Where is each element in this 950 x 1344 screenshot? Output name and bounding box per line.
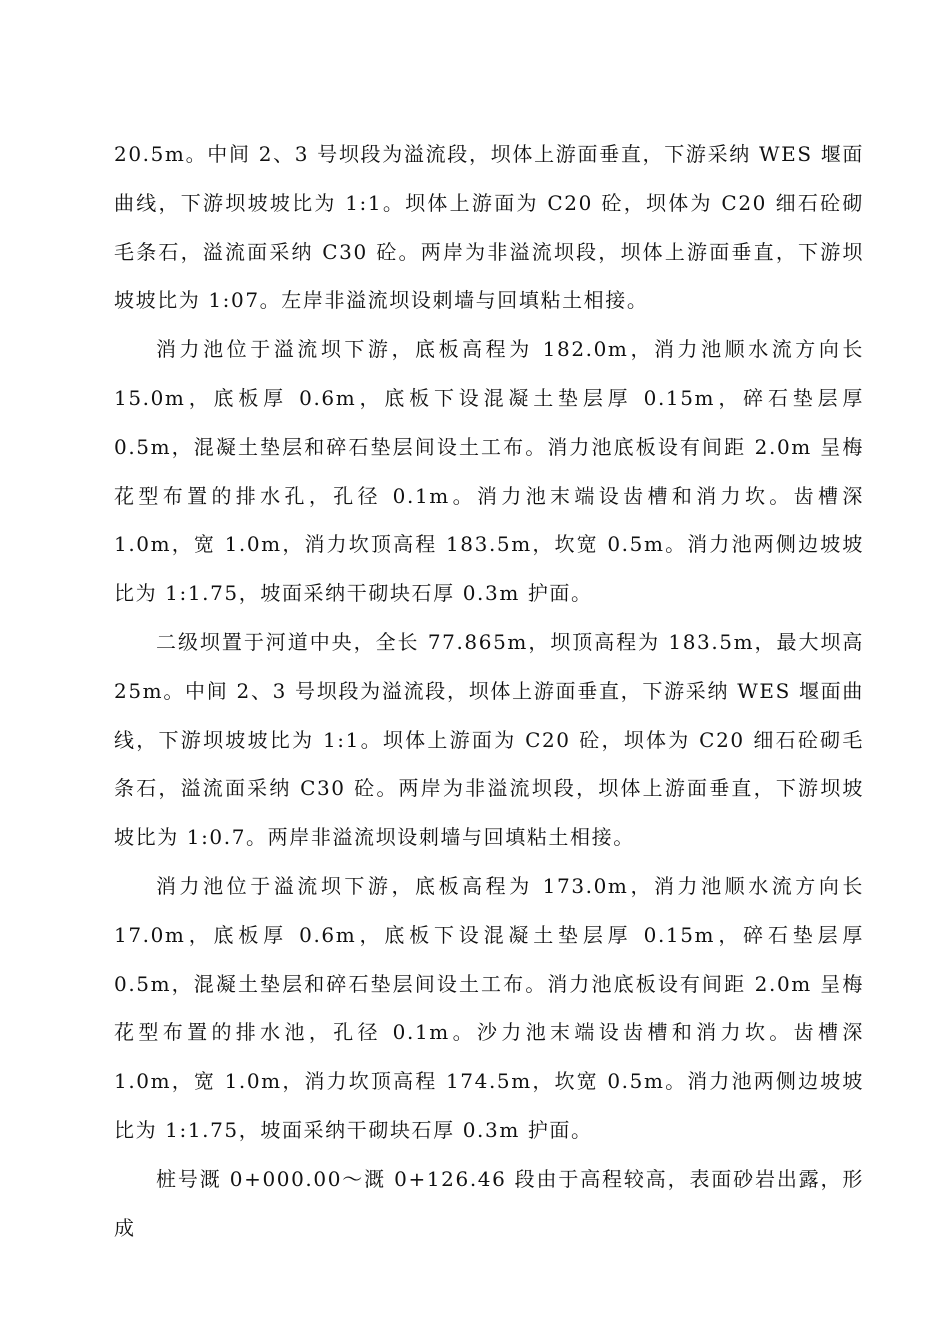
paragraph-stilling-basin-1: 消力池位于溢流坝下游，底板高程为 182.0m，消力池顺水流方向长 15.0m，底板厚 0.6m，底板下设混凝土垫层厚 0.15m，碎石垫层厚 0.5m，混凝土垫层和碎石垫层间设土工布。消力池底板设有间距 2.0m 呈梅花型布置的排水孔，孔径 0.1m。消力池末端设齿槽和消力坎。齿槽深 1.0m，宽 1.0m，消力坎顶高程 183.5m，坎宽 0.5m。消力池两侧边坡坡比为 1:1.75，坡面采纳干砌块石厚 0.3m 护面。 [114, 337, 864, 606]
paragraph-spillway-section-1: 20.5m。中间 2、3 号坝段为溢流段，坝体上游面垂直，下游采纳 WES 堰面曲线，下游坝坡坡比为 1:1。坝体上游面为 C20 砼，坝体为 C20 细石砼砌毛条石，溢流面采纳 C30 砼。两岸为非溢流坝段，坝体上游面垂直，下游坝坡坡比为 1:07。左岸非溢流坝设刺墙与回填粘土相接。 [114, 142, 864, 313]
paragraph-second-dam: 二级坝置于河道中央，全长 77.865m，坝顶高程为 183.5m，最大坝高 25m。中间 2、3 号坝段为溢流段，坝体上游面垂直，下游采纳 WES 堰面曲线，下游坝坡坡比为 1:1。坝体上游面为 C20 砼，坝体为 C20 细石砼砌毛条石，溢流面采纳 C30 砼。两岸为非溢流坝段，坝体上游面垂直，下游坝坡坡比为 1:0.7。两岸非溢流坝设刺墙与回填粘土相接。 [114, 629, 864, 850]
body-text [114, 130, 864, 1252]
paragraph-stilling-basin-2: 消力池位于溢流坝下游，底板高程为 173.0m，消力池顺水流方向长 17.0m，底板厚 0.6m，底板下设混凝土垫层厚 0.15m，碎石垫层厚 0.5m，混凝土垫层和碎石垫层间设土工布。消力池底板设有间距 2.0m 呈梅花型布置的排水池，孔径 0.1m。沙力池末端设齿槽和消力坎。齿槽深 1.0m，宽 1.0m，消力坎顶高程 174.5m，坎宽 0.5m。消力池两侧边坡坡比为 1:1.75，坡面采纳干砌块石厚 0.3m 护面。 [114, 873, 864, 1142]
paragraph-chainage: 桩号溉 0+000.00～溉 0+126.46 段由于高程较高，表面砂岩出露，形成 [114, 1166, 864, 1240]
